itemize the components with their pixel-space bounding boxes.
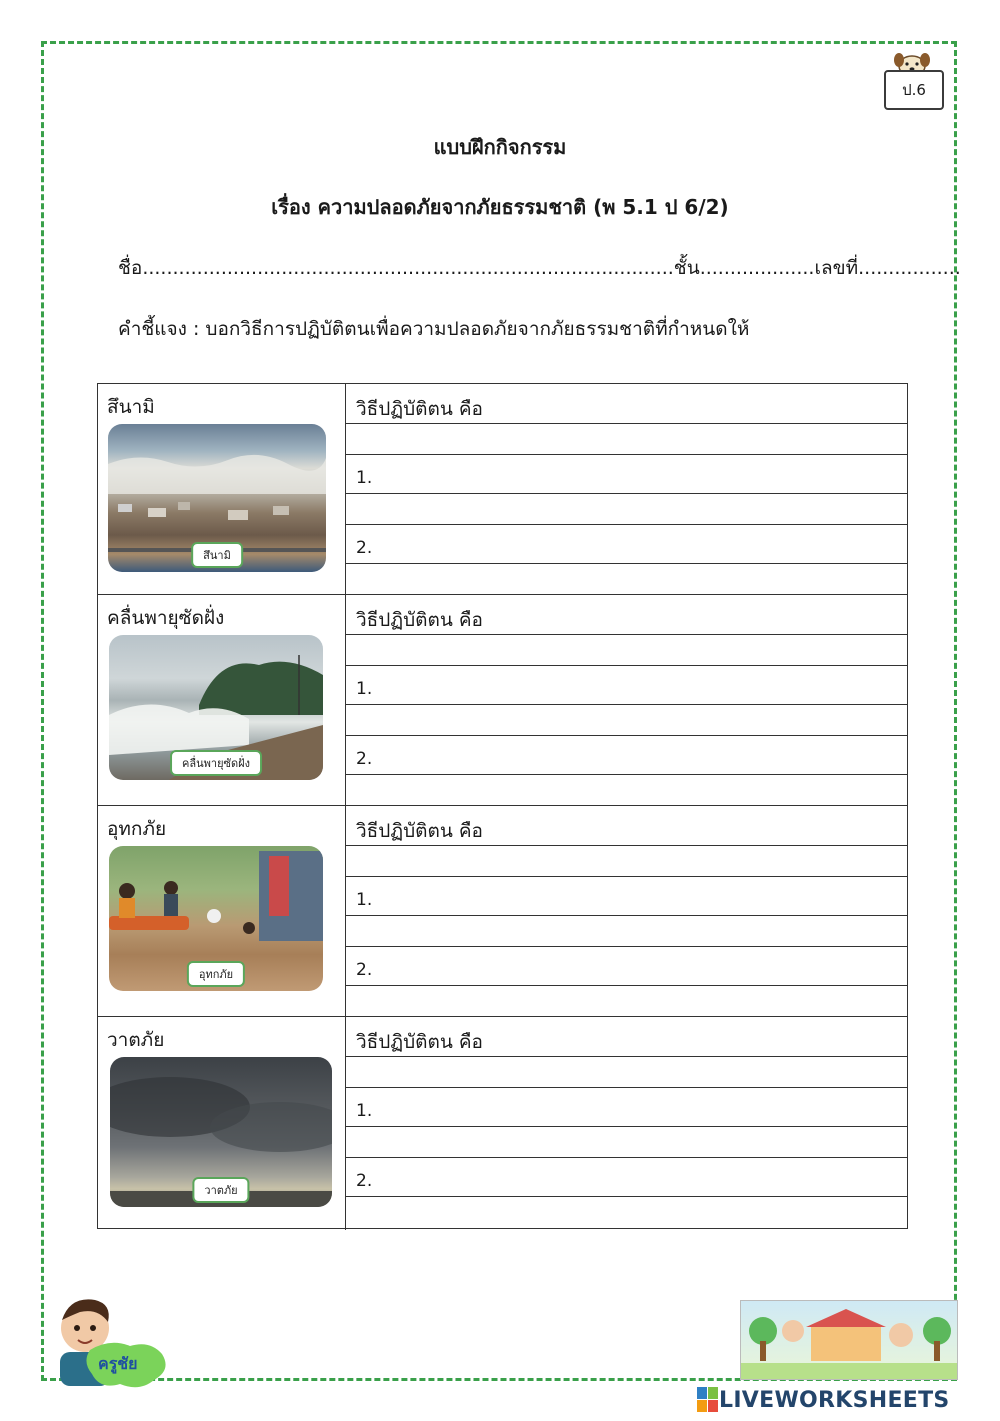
hazard-cell: [98, 806, 346, 1016]
hazard-name: อุทกภัย: [107, 818, 167, 840]
hazard-row-storm-surge: [98, 595, 907, 806]
tsunami-image: [108, 424, 326, 572]
item-number: 2.: [356, 960, 373, 980]
name-label: ชื่อ: [118, 257, 143, 279]
answer-line: [346, 774, 907, 775]
liveworksheets-logo-icon: [697, 1387, 719, 1413]
hazard-cell: [98, 1017, 346, 1230]
image-caption: คลื่นพายุซัดฝั่ง: [170, 750, 262, 776]
hazard-cell: [98, 595, 346, 805]
school-scene: [741, 1301, 957, 1379]
answer-line: [346, 876, 907, 877]
answer-line: [346, 735, 907, 736]
hazard-row-windstorm: [98, 1017, 907, 1230]
answer-line: [346, 563, 907, 564]
answer-line: [346, 1126, 907, 1127]
method-prompt: วิธีปฏิบัติตน คือ: [356, 820, 483, 842]
answer-line: [346, 524, 907, 525]
hazard-name: สึนามิ: [107, 396, 155, 418]
hazard-row-flood: [98, 806, 907, 1017]
class-label: ชั้น: [673, 257, 700, 279]
item-number: 1.: [356, 468, 373, 488]
item-number: 2.: [356, 538, 373, 558]
answer-line: [346, 1196, 907, 1197]
number-field[interactable]: .................: [858, 257, 961, 279]
item-number: 2.: [356, 1171, 373, 1191]
item-number: 2.: [356, 749, 373, 769]
answer-line: [346, 493, 907, 494]
answer-line: [346, 454, 907, 455]
hazard-row-tsunami: [98, 384, 907, 595]
answer-line: [346, 1087, 907, 1088]
number-label: เลขที่: [814, 257, 859, 279]
item-number: 1.: [356, 679, 373, 699]
answer-line: [346, 704, 907, 705]
name-field[interactable]: ........................................................................................: [142, 257, 674, 279]
answer-line: [346, 423, 907, 424]
hazard-name: คลื่นพายุซัดฝั่ง: [107, 607, 225, 629]
image-caption: อุทกภัย: [187, 961, 245, 987]
instruction-text: คำชี้แจง : บอกวิธีการปฏิบัติตนเพื่อความปลอดภัยจากภัยธรรมชาติที่กำหนดให้: [118, 318, 750, 340]
answer-line: [346, 915, 907, 916]
method-prompt: วิธีปฏิบัติตน คือ: [356, 609, 483, 631]
school-illustration: [740, 1300, 958, 1380]
item-number: 1.: [356, 890, 373, 910]
answer-line: [346, 1157, 907, 1158]
hazard-cell: [98, 384, 346, 594]
answer-line: [346, 985, 907, 986]
item-number: 1.: [356, 1101, 373, 1121]
storm-surge-image: [109, 635, 323, 780]
answer-line: [346, 845, 907, 846]
class-field[interactable]: ...................: [699, 257, 815, 279]
method-prompt: วิธีปฏิบัติตน คือ: [356, 398, 483, 420]
page-title: แบบฝึกกิจกรรม: [433, 135, 567, 159]
answer-line: [346, 634, 907, 635]
windstorm-image: [110, 1057, 332, 1207]
answer-line: [346, 665, 907, 666]
flood-image: [109, 846, 323, 991]
subject-title: เรื่อง ความปลอดภัยจากภัยธรรมชาติ (พ 5.1 ป 6/2): [271, 195, 729, 219]
hazard-table: [97, 383, 908, 1229]
teacher-badge-label: ครูชัย: [98, 1354, 138, 1373]
liveworksheets-brand: [697, 1385, 997, 1415]
image-caption: สึนามิ: [191, 542, 243, 568]
brand-text: LIVEWORKSHEETS: [719, 1387, 950, 1413]
student-info-line: [118, 253, 961, 283]
method-prompt: วิธีปฏิบัติตน คือ: [356, 1031, 483, 1053]
answer-line: [346, 1056, 907, 1057]
image-caption: วาตภัย: [192, 1177, 249, 1203]
hazard-name: วาตภัย: [107, 1029, 165, 1051]
answer-line: [346, 946, 907, 947]
grade-tag: ป.6: [884, 70, 944, 110]
